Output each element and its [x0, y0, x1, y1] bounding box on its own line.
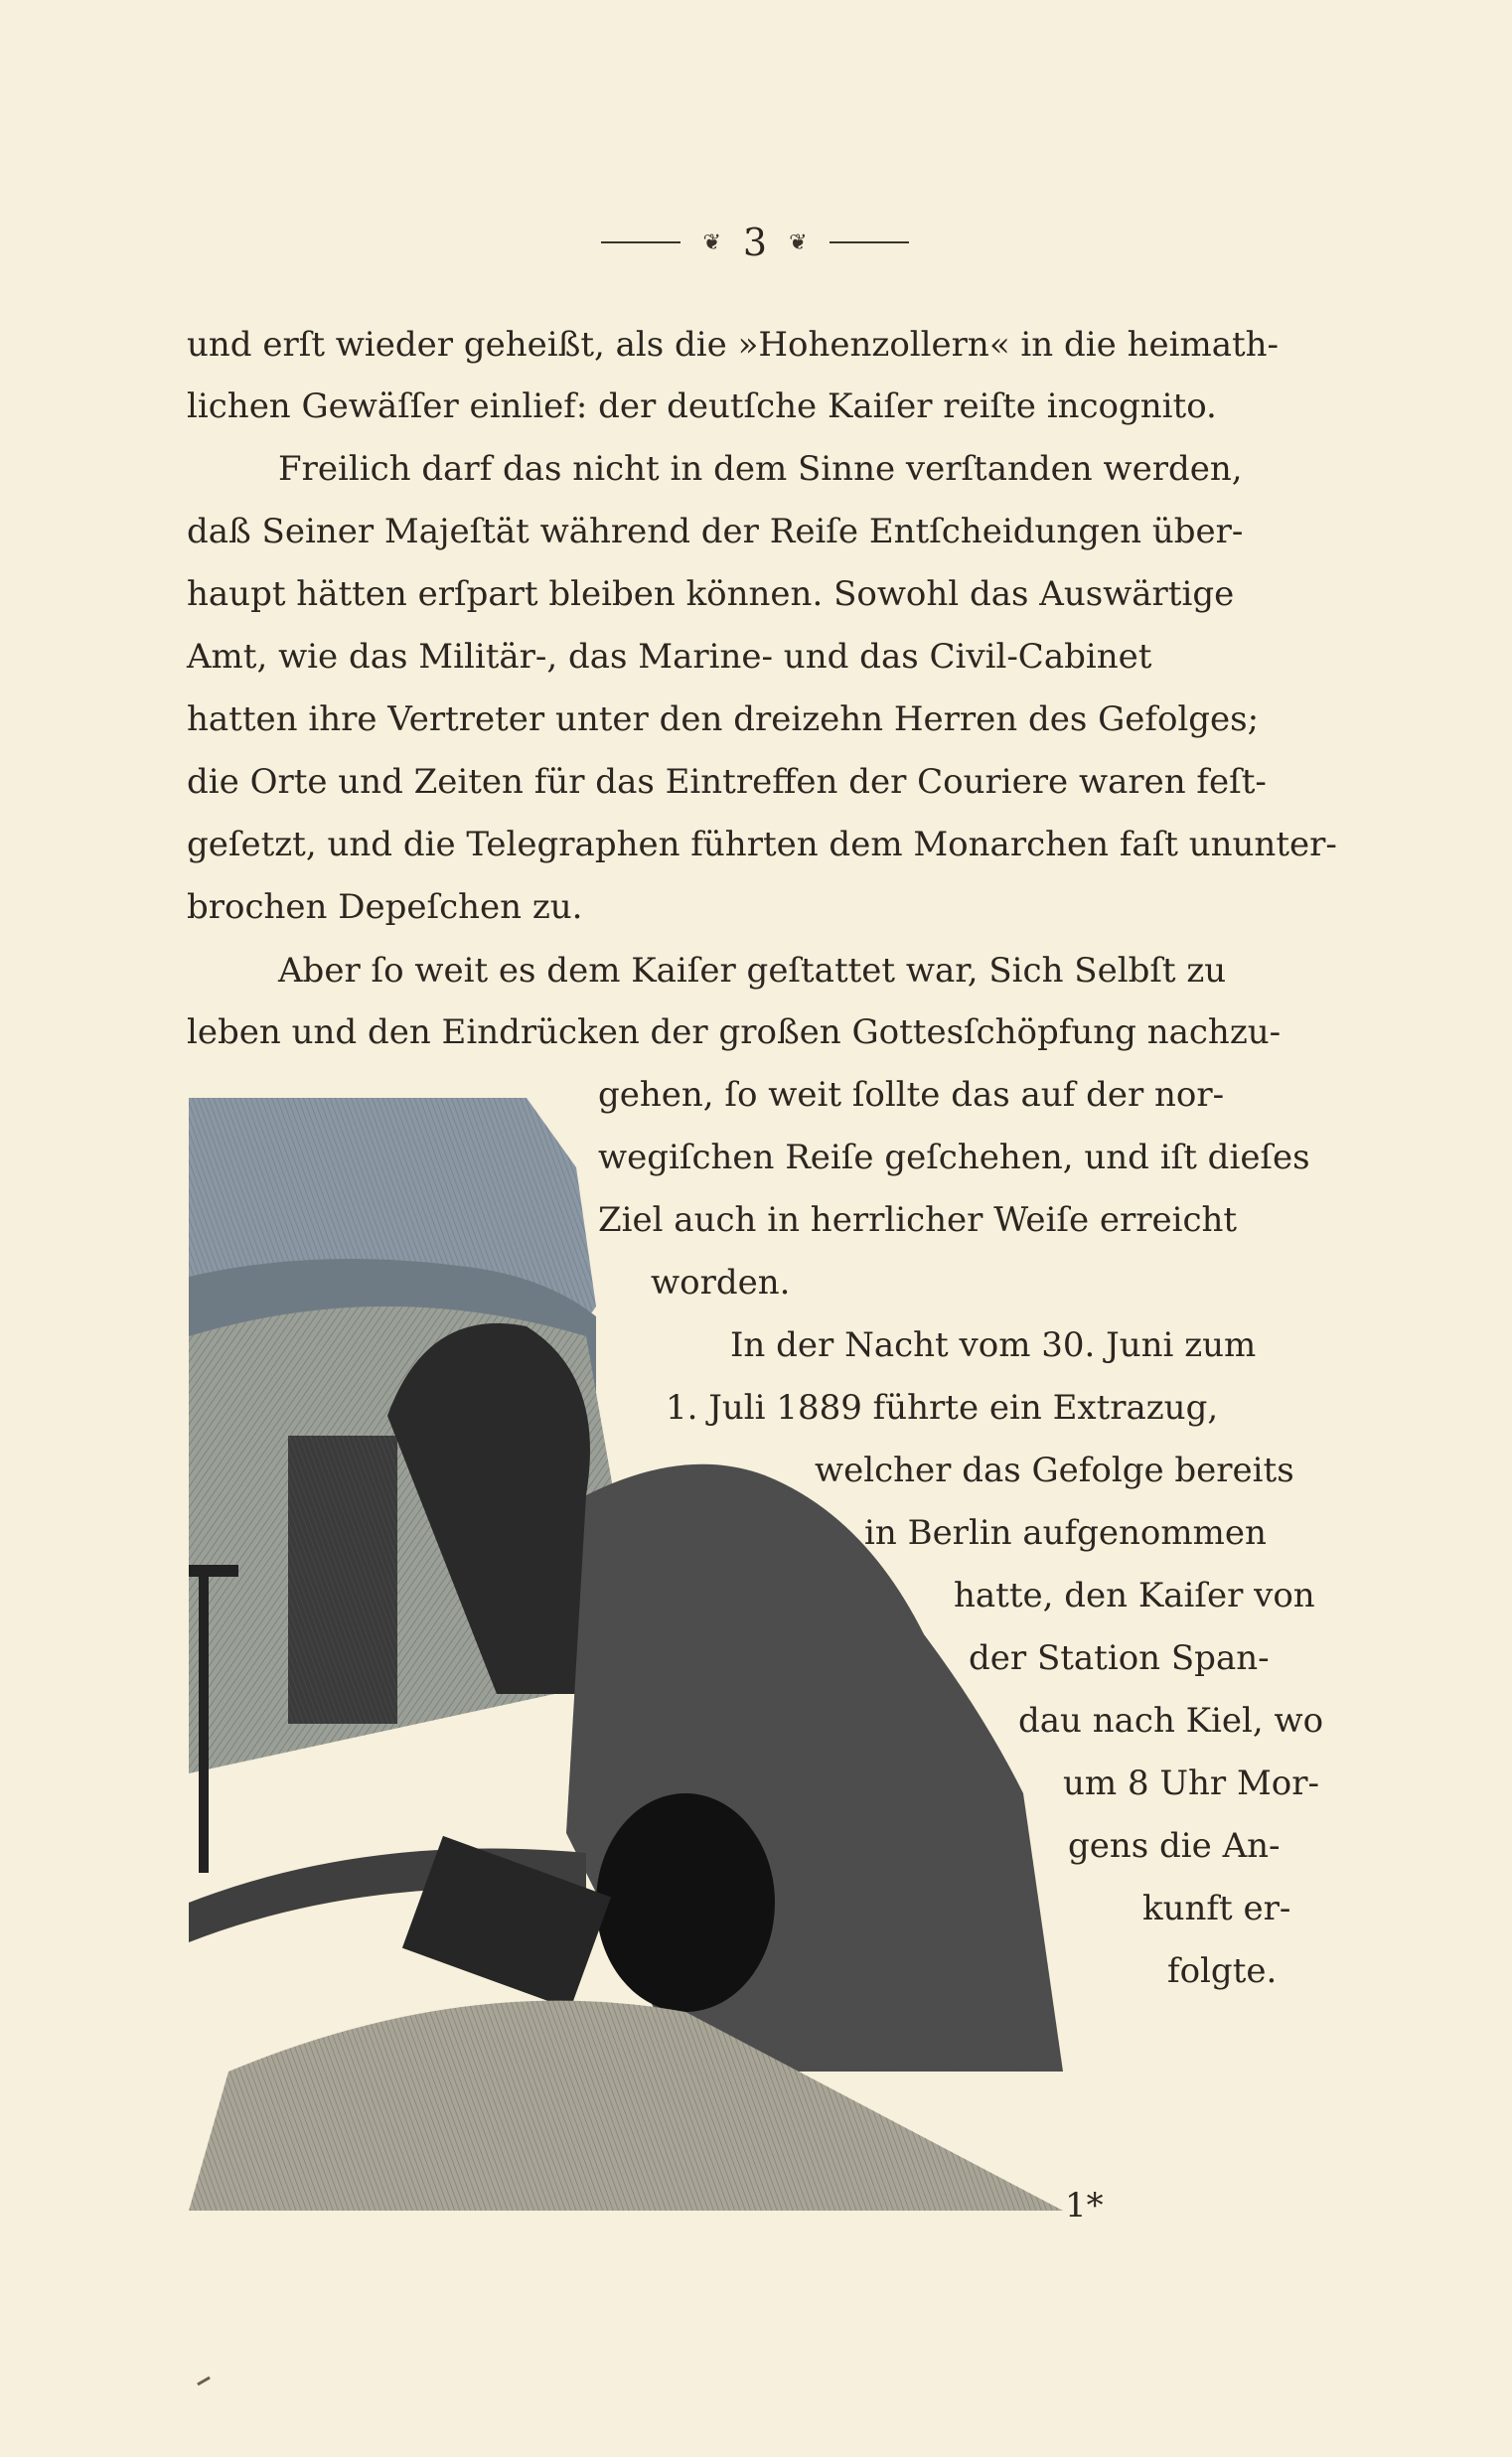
- text-line: der Station Span-: [969, 1638, 1270, 1678]
- text-line: brochen Depeſchen zu.: [187, 887, 583, 927]
- train-tunnel-engraving-icon: [169, 1078, 1142, 2211]
- text-line: kunft er-: [1142, 1889, 1291, 1928]
- text-line: haupt hätten erſpart bleiben können. Sowohl das Auswärtige: [187, 574, 1235, 614]
- text-line: Ziel auch in herrlicher Weiſe erreicht: [598, 1200, 1238, 1240]
- text-line: worden.: [651, 1263, 791, 1303]
- page-number: 3: [742, 221, 768, 264]
- text-line: daß Seiner Majeſtät während der Reiſe Entſcheidungen über-: [187, 512, 1244, 551]
- text-line: Amt, wie das Militär-, das Marine- und das Civil-Cabinet: [187, 637, 1152, 677]
- text-line: hatte, den Kaiſer von: [954, 1576, 1315, 1615]
- text-line: die Orte und Zeiten für das Eintreffen der Couriere waren feſt-: [187, 762, 1267, 802]
- text-line: und erſt wieder geheißt, als die »Hohenzollern« in die heimath-: [187, 325, 1280, 365]
- text-line: leben und den Eindrücken der großen Gottesſchöpfung nachzu-: [187, 1012, 1282, 1052]
- stray-mark: [197, 2377, 211, 2386]
- text-line: gehen, ſo weit ſollte das auf der nor-: [598, 1075, 1225, 1115]
- text-line: folgte.: [1167, 1951, 1278, 1991]
- text-line: dau nach Kiel, wo: [1018, 1701, 1324, 1741]
- text-line: wegiſchen Reiſe geſchehen, und iſt dieſes: [598, 1138, 1310, 1177]
- signature-mark: 1*: [1065, 2186, 1104, 2226]
- text-line: Aber ſo weit es dem Kaiſer geſtattet war, Sich Selbſt zu: [278, 951, 1227, 991]
- text-line: gens die An-: [1068, 1826, 1281, 1866]
- header-ornament-left: ❦: [702, 230, 721, 255]
- header-rule-right: [830, 241, 909, 243]
- text-line: 1. Juli 1889 führte ein Extrazug,: [666, 1388, 1219, 1428]
- text-line: geſetzt, und die Telegraphen führten dem Monarchen faſt ununter-: [187, 825, 1337, 864]
- text-line: Freilich darf das nicht in dem Sinne verſtanden werden,: [278, 449, 1243, 489]
- text-line: In der Nacht vom 30. Juni zum: [730, 1325, 1257, 1365]
- text-line: hatten ihre Vertreter unter den dreizehn Herren des Gefolges;: [187, 699, 1260, 739]
- header-rule-left: [601, 241, 680, 243]
- text-line: lichen Gewäſſer einlief: der deutſche Kaiſer reiſte incognito.: [187, 386, 1217, 426]
- page-header: [576, 221, 934, 264]
- header-ornament-right: ❦: [789, 230, 808, 255]
- text-line: um 8 Uhr Mor-: [1063, 1764, 1320, 1803]
- text-line: welcher das Gefolge bereits: [815, 1451, 1294, 1490]
- text-line: in Berlin aufgenommen: [864, 1513, 1267, 1553]
